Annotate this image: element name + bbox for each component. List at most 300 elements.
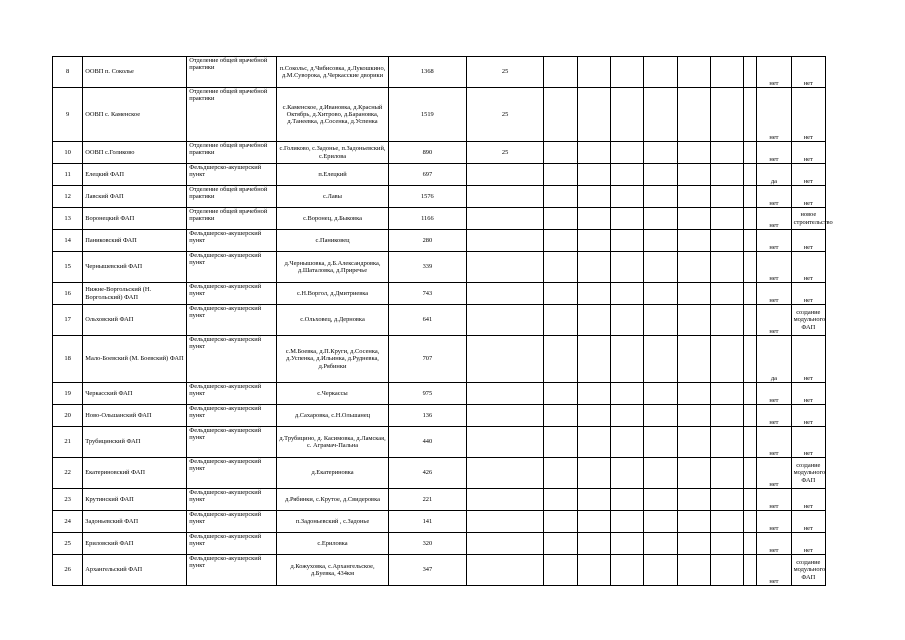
cell-empty <box>644 164 677 186</box>
cell-n: 19 <box>53 383 83 405</box>
cell-empty <box>710 283 743 305</box>
cell-villages: с.Н.Воргол, д.Дмитриевка <box>277 283 389 305</box>
cell-empty <box>544 142 577 164</box>
cell-villages: с.Паниковец <box>277 230 389 252</box>
cell-pop: 641 <box>389 305 467 336</box>
cell-empty <box>644 427 677 458</box>
facilities-table-sheet <box>52 56 833 586</box>
cell-empty <box>577 489 610 511</box>
cell-villages: д.Чернышовка, д.Б.Александровка, д.Шаталовка, д.Приречье <box>277 252 389 283</box>
cell-empty <box>611 511 644 533</box>
cell-empty <box>744 405 757 427</box>
cell-pop: 697 <box>389 164 467 186</box>
cell-empty <box>611 555 644 586</box>
cell-empty <box>611 88 644 142</box>
cell-empty <box>677 186 710 208</box>
cell-empty <box>677 555 710 586</box>
cell-empty <box>544 252 577 283</box>
cell-c25 <box>466 511 544 533</box>
cell-name: Мало-Боевский (М. Боевский) ФАП <box>83 336 187 383</box>
cell-c2: нет <box>791 533 825 555</box>
cell-name: ООВП с.Голиково <box>83 142 187 164</box>
cell-empty <box>577 511 610 533</box>
cell-c25 <box>466 489 544 511</box>
cell-empty <box>644 405 677 427</box>
cell-empty <box>544 427 577 458</box>
table-row <box>53 164 826 186</box>
cell-empty <box>644 305 677 336</box>
table-row <box>53 305 826 336</box>
cell-name: Архангельский ФАП <box>83 555 187 586</box>
cell-c25: 25 <box>466 88 544 142</box>
cell-n: 10 <box>53 142 83 164</box>
cell-n: 25 <box>53 533 83 555</box>
cell-empty <box>544 164 577 186</box>
cell-n: 11 <box>53 164 83 186</box>
cell-type: Фельдшерско-акушерский пункт <box>187 555 277 586</box>
cell-n: 8 <box>53 57 83 88</box>
cell-empty <box>577 405 610 427</box>
cell-empty <box>544 88 577 142</box>
cell-empty <box>644 208 677 230</box>
cell-empty <box>710 186 743 208</box>
table-row <box>53 186 826 208</box>
cell-c2: нет <box>791 336 825 383</box>
cell-empty <box>644 555 677 586</box>
cell-c2: нет <box>791 88 825 142</box>
cell-empty <box>710 458 743 489</box>
cell-type: Фельдшерско-акушерский пункт <box>187 489 277 511</box>
cell-empty <box>677 405 710 427</box>
cell-n: 22 <box>53 458 83 489</box>
cell-type: Фельдшерско-акушерский пункт <box>187 252 277 283</box>
cell-empty <box>544 230 577 252</box>
cell-empty <box>710 230 743 252</box>
cell-pop: 707 <box>389 336 467 383</box>
cell-empty <box>710 142 743 164</box>
cell-pop: 320 <box>389 533 467 555</box>
cell-empty <box>677 57 710 88</box>
cell-empty <box>744 186 757 208</box>
cell-empty <box>577 164 610 186</box>
cell-type: Отделение общей врачебной практики <box>187 88 277 142</box>
cell-empty <box>677 511 710 533</box>
cell-empty <box>744 305 757 336</box>
cell-empty <box>544 305 577 336</box>
cell-n: 14 <box>53 230 83 252</box>
cell-empty <box>611 405 644 427</box>
cell-empty <box>744 511 757 533</box>
cell-empty <box>644 142 677 164</box>
cell-empty <box>577 458 610 489</box>
cell-c1: нет <box>757 511 791 533</box>
cell-c1: нет <box>757 142 791 164</box>
cell-villages: д.Рябинки, с.Крутое, д.Свидеровка <box>277 489 389 511</box>
cell-type: Отделение общей врачебной практики <box>187 208 277 230</box>
cell-empty <box>611 208 644 230</box>
cell-empty <box>611 427 644 458</box>
cell-empty <box>710 252 743 283</box>
cell-empty <box>710 533 743 555</box>
cell-c1: нет <box>757 489 791 511</box>
cell-n: 21 <box>53 427 83 458</box>
table-row <box>53 88 826 142</box>
cell-pop: 1166 <box>389 208 467 230</box>
cell-empty <box>644 283 677 305</box>
cell-empty <box>611 142 644 164</box>
cell-type: Фельдшерско-акушерский пункт <box>187 305 277 336</box>
cell-c25 <box>466 283 544 305</box>
cell-villages: с.Каменское, д.Ивановка, д.Красный Октябрь, д.Хитрово, д.Барановка, д.Танеевка, д.Сосенка, д.Успенка <box>277 88 389 142</box>
cell-name: Ериловский ФАП <box>83 533 187 555</box>
cell-empty <box>710 427 743 458</box>
cell-villages: п.Задоньевский , с.Задонье <box>277 511 389 533</box>
cell-name: Крутинский ФАП <box>83 489 187 511</box>
table-row <box>53 489 826 511</box>
cell-pop: 221 <box>389 489 467 511</box>
cell-type: Фельдшерско-акушерский пункт <box>187 533 277 555</box>
cell-empty <box>544 336 577 383</box>
cell-empty <box>577 533 610 555</box>
cell-type: Фельдшерско-акушерский пункт <box>187 164 277 186</box>
cell-empty <box>744 208 757 230</box>
cell-c2: нет <box>791 283 825 305</box>
cell-villages: с.Воронец, д.Быковка <box>277 208 389 230</box>
cell-c25 <box>466 164 544 186</box>
cell-c25 <box>466 383 544 405</box>
cell-empty <box>611 336 644 383</box>
cell-villages: с.Черкассы <box>277 383 389 405</box>
cell-pop: 1576 <box>389 186 467 208</box>
cell-name: Елецкий ФАП <box>83 164 187 186</box>
cell-empty <box>710 383 743 405</box>
cell-empty <box>577 305 610 336</box>
cell-empty <box>611 305 644 336</box>
cell-empty <box>744 336 757 383</box>
cell-name: Черкасский ФАП <box>83 383 187 405</box>
cell-empty <box>611 489 644 511</box>
cell-empty <box>577 283 610 305</box>
cell-c1: нет <box>757 305 791 336</box>
cell-empty <box>577 230 610 252</box>
cell-pop: 1368 <box>389 57 467 88</box>
cell-empty <box>644 489 677 511</box>
cell-c25 <box>466 305 544 336</box>
table-row <box>53 230 826 252</box>
cell-empty <box>744 142 757 164</box>
cell-villages: с.Лавы <box>277 186 389 208</box>
cell-empty <box>710 57 743 88</box>
cell-empty <box>644 383 677 405</box>
cell-pop: 426 <box>389 458 467 489</box>
table-row <box>53 208 826 230</box>
cell-empty <box>744 283 757 305</box>
cell-empty <box>644 336 677 383</box>
cell-name: Лавский ФАП <box>83 186 187 208</box>
cell-n: 17 <box>53 305 83 336</box>
cell-c2: нет <box>791 57 825 88</box>
table-row <box>53 555 826 586</box>
cell-pop: 136 <box>389 405 467 427</box>
table-row <box>53 383 826 405</box>
cell-n: 23 <box>53 489 83 511</box>
cell-empty <box>710 555 743 586</box>
cell-empty <box>677 252 710 283</box>
cell-type: Фельдшерско-акушерский пункт <box>187 458 277 489</box>
cell-n: 24 <box>53 511 83 533</box>
cell-villages: с.Голиково, с.Задонье, п.Задоньевский, с.Ерилова <box>277 142 389 164</box>
cell-c1: нет <box>757 252 791 283</box>
cell-empty <box>544 383 577 405</box>
cell-empty <box>611 458 644 489</box>
cell-c2: создание модульного ФАП <box>791 458 825 489</box>
cell-type: Отделение общей врачебной практики <box>187 142 277 164</box>
table-row <box>53 405 826 427</box>
cell-c1: нет <box>757 405 791 427</box>
cell-c2: нет <box>791 142 825 164</box>
cell-empty <box>744 57 757 88</box>
cell-name: Трубицинский ФАП <box>83 427 187 458</box>
cell-type: Фельдшерско-акушерский пункт <box>187 405 277 427</box>
cell-empty <box>544 57 577 88</box>
cell-n: 18 <box>53 336 83 383</box>
cell-type: Фельдшерско-акушерский пункт <box>187 383 277 405</box>
cell-empty <box>611 230 644 252</box>
cell-empty <box>611 533 644 555</box>
cell-empty <box>544 555 577 586</box>
cell-c1: нет <box>757 57 791 88</box>
cell-villages: с.Ольховец, д.Дерновка <box>277 305 389 336</box>
cell-n: 26 <box>53 555 83 586</box>
cell-c2: нет <box>791 405 825 427</box>
cell-empty <box>744 533 757 555</box>
cell-name: Воронецкий ФАП <box>83 208 187 230</box>
table-row <box>53 283 826 305</box>
cell-empty <box>544 283 577 305</box>
cell-empty <box>677 427 710 458</box>
cell-c1: да <box>757 336 791 383</box>
cell-c1: нет <box>757 208 791 230</box>
cell-pop: 347 <box>389 555 467 586</box>
cell-pop: 743 <box>389 283 467 305</box>
cell-empty <box>710 336 743 383</box>
cell-c2: создание модульного ФАП <box>791 555 825 586</box>
cell-empty <box>611 383 644 405</box>
cell-empty <box>611 164 644 186</box>
cell-c2: нет <box>791 252 825 283</box>
cell-c1: да <box>757 164 791 186</box>
cell-empty <box>744 252 757 283</box>
cell-empty <box>544 208 577 230</box>
cell-empty <box>644 511 677 533</box>
table-row <box>53 142 826 164</box>
cell-c1: нет <box>757 383 791 405</box>
cell-c25 <box>466 427 544 458</box>
cell-c1: нет <box>757 555 791 586</box>
cell-empty <box>544 186 577 208</box>
cell-name: Нижне-Воргольский (Н. Воргольский) ФАП <box>83 283 187 305</box>
cell-empty <box>710 305 743 336</box>
cell-empty <box>677 164 710 186</box>
cell-c25 <box>466 533 544 555</box>
cell-name: Чернышевский ФАП <box>83 252 187 283</box>
cell-c2: новое строительство <box>791 208 825 230</box>
cell-empty <box>677 142 710 164</box>
cell-empty <box>677 88 710 142</box>
cell-empty <box>544 458 577 489</box>
cell-type: Отделение общей врачебной практики <box>187 57 277 88</box>
cell-c2: нет <box>791 489 825 511</box>
cell-empty <box>577 336 610 383</box>
cell-c2: создание модульного ФАП <box>791 305 825 336</box>
cell-c25 <box>466 458 544 489</box>
cell-empty <box>544 511 577 533</box>
cell-empty <box>644 252 677 283</box>
cell-pop: 339 <box>389 252 467 283</box>
cell-empty <box>644 230 677 252</box>
cell-villages: д.Трубицино, д. Касимовка, д.Ламская, с. Аграмач-Пальна <box>277 427 389 458</box>
cell-empty <box>611 283 644 305</box>
cell-n: 15 <box>53 252 83 283</box>
cell-empty <box>544 533 577 555</box>
table-row <box>53 252 826 283</box>
cell-pop: 141 <box>389 511 467 533</box>
cell-name: Задоньевский ФАП <box>83 511 187 533</box>
cell-c25 <box>466 405 544 427</box>
cell-name: Ново-Ольшанский ФАП <box>83 405 187 427</box>
cell-c1: нет <box>757 533 791 555</box>
cell-empty <box>677 489 710 511</box>
cell-empty <box>611 252 644 283</box>
cell-c2: нет <box>791 383 825 405</box>
cell-empty <box>677 383 710 405</box>
cell-empty <box>710 208 743 230</box>
cell-empty <box>744 555 757 586</box>
cell-empty <box>577 427 610 458</box>
cell-empty <box>677 208 710 230</box>
cell-name: Екатериновский ФАП <box>83 458 187 489</box>
cell-type: Фельдшерско-акушерский пункт <box>187 283 277 305</box>
cell-pop: 890 <box>389 142 467 164</box>
cell-name: ООВП п. Соколье <box>83 57 187 88</box>
cell-empty <box>577 88 610 142</box>
cell-pop: 1519 <box>389 88 467 142</box>
cell-empty <box>710 405 743 427</box>
cell-empty <box>744 458 757 489</box>
cell-n: 20 <box>53 405 83 427</box>
cell-type: Фельдшерско-акушерский пункт <box>187 427 277 458</box>
cell-type: Фельдшерско-акушерский пункт <box>187 511 277 533</box>
cell-name: Паниковский ФАП <box>83 230 187 252</box>
cell-empty <box>677 533 710 555</box>
cell-c25: 25 <box>466 142 544 164</box>
cell-empty <box>644 186 677 208</box>
cell-villages: п.Елецкий <box>277 164 389 186</box>
cell-c1: нет <box>757 283 791 305</box>
cell-name: Ольховский ФАП <box>83 305 187 336</box>
cell-empty <box>644 458 677 489</box>
cell-c1: нет <box>757 186 791 208</box>
cell-empty <box>677 336 710 383</box>
cell-type: Фельдшерско-акушерский пункт <box>187 230 277 252</box>
cell-empty <box>577 383 610 405</box>
cell-c25 <box>466 208 544 230</box>
cell-c25 <box>466 230 544 252</box>
cell-villages: д.Екатериновка <box>277 458 389 489</box>
table-row <box>53 458 826 489</box>
cell-empty <box>677 283 710 305</box>
cell-empty <box>744 88 757 142</box>
cell-pop: 975 <box>389 383 467 405</box>
cell-empty <box>644 533 677 555</box>
cell-name: ООВП с. Каменское <box>83 88 187 142</box>
cell-empty <box>677 230 710 252</box>
cell-empty <box>744 489 757 511</box>
cell-villages: п.Сокольс, д.Чибисовка, д.Лукошкино, д.М.Суворока, д.Черкасские дворики <box>277 57 389 88</box>
cell-c2: нет <box>791 427 825 458</box>
cell-c25 <box>466 555 544 586</box>
cell-empty <box>710 511 743 533</box>
cell-empty <box>577 186 610 208</box>
cell-empty <box>644 57 677 88</box>
cell-empty <box>577 555 610 586</box>
cell-villages: с.М.Боевка, д.П.Круги, д.Сосенка, д.Успенка, д.Ильинка, д.Рудневка, д.Рябинки <box>277 336 389 383</box>
cell-c25 <box>466 186 544 208</box>
cell-c1: нет <box>757 88 791 142</box>
cell-c25 <box>466 336 544 383</box>
cell-c2: нет <box>791 511 825 533</box>
cell-villages: д.Кожуховка, с.Архангельское, д.Буевка, 434км <box>277 555 389 586</box>
cell-empty <box>544 405 577 427</box>
cell-empty <box>710 489 743 511</box>
cell-n: 12 <box>53 186 83 208</box>
cell-empty <box>644 88 677 142</box>
cell-empty <box>744 230 757 252</box>
cell-empty <box>710 164 743 186</box>
cell-empty <box>544 489 577 511</box>
cell-empty <box>577 208 610 230</box>
cell-empty <box>577 57 610 88</box>
cell-villages: д.Сахаровка, с.Н.Ольшанец <box>277 405 389 427</box>
cell-empty <box>744 427 757 458</box>
cell-c2: нет <box>791 164 825 186</box>
cell-empty <box>577 252 610 283</box>
table-row <box>53 336 826 383</box>
cell-empty <box>611 186 644 208</box>
table-row <box>53 533 826 555</box>
cell-empty <box>710 88 743 142</box>
facilities-table <box>52 56 833 586</box>
cell-empty <box>677 458 710 489</box>
cell-c25: 25 <box>466 57 544 88</box>
cell-empty <box>577 142 610 164</box>
cell-pop: 440 <box>389 427 467 458</box>
table-body <box>53 57 833 586</box>
cell-c1: нет <box>757 230 791 252</box>
cell-c2: нет <box>791 230 825 252</box>
cell-c1: нет <box>757 427 791 458</box>
table-row <box>53 511 826 533</box>
cell-c2: нет <box>791 186 825 208</box>
cell-empty <box>611 57 644 88</box>
cell-empty <box>744 164 757 186</box>
cell-villages: с.Ериловка <box>277 533 389 555</box>
cell-type: Фельдшерско-акушерский пункт <box>187 336 277 383</box>
table-row <box>53 427 826 458</box>
cell-n: 16 <box>53 283 83 305</box>
cell-empty <box>677 305 710 336</box>
table-row <box>53 57 826 88</box>
